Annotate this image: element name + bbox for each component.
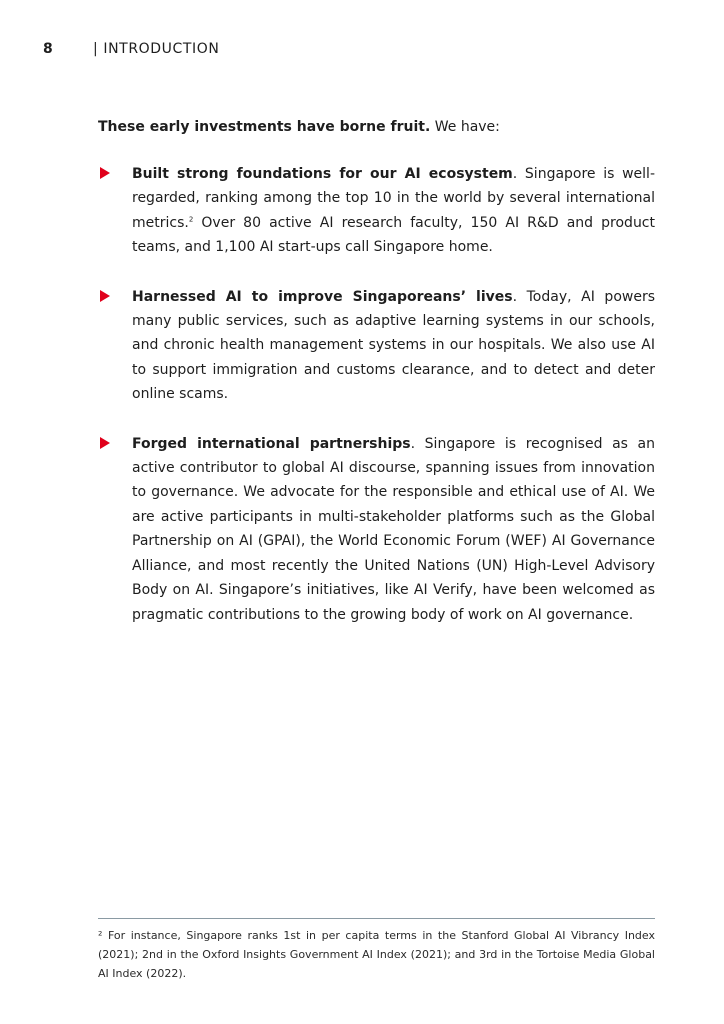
bullet-heading: Forged international partnerships	[132, 435, 411, 452]
section-title: | INTRODUCTION	[93, 41, 220, 57]
bullet-text	[132, 162, 655, 260]
bullet-body: . Today, AI powers many public services, such as adaptive learning systems in our schools, and chronic health management systems in our hospitals. We also use AI to support immigration and customs clearance, and to detect and deter online scams.	[132, 288, 656, 403]
bullet-text	[132, 285, 655, 407]
triangle-bullet-icon	[100, 290, 110, 302]
triangle-bullet-icon	[100, 167, 110, 179]
intro-paragraph	[98, 116, 655, 138]
bullet-body-continued: Over 80 active AI research faculty, 150 AI R&D and product teams, and 1,100 AI start-ups call Singapore home.	[132, 214, 655, 256]
triangle-bullet-icon	[100, 437, 110, 449]
bullet-text	[132, 432, 655, 627]
main-content	[98, 116, 655, 652]
footnote-text	[98, 926, 655, 983]
bullet-body: . Singapore is well-regarded, ranking among the top 10 in the world by several international metrics.	[132, 166, 655, 231]
bullet-body: . Singapore is recognised as an active contributor to global AI discourse, spanning issues from innovation to governance. We advocate for the responsible and ethical use of AI. We are active participants in multi-stakeholder platforms such as the Global Partnership on AI (GPAI), the World Economic Forum (WEF) AI Governance Alliance, and most recently the United Nations (UN) High-Level Advisory Body on AI. Singapore’s initiatives, like AI Verify, have been welcomed as pragmatic contributions to the growing body of work on AI governance.	[132, 435, 655, 623]
footnote-body: For instance, Singapore ranks 1st in per capita terms in the Stanford Global AI Vibrancy Index (2021); 2nd in the Oxford Insights Government AI Index (2021); and 3rd in the Tortoise Media Global AI Index (2022).	[98, 929, 655, 980]
footnote	[98, 918, 655, 983]
footnote-ref[interactable]: 2	[188, 215, 194, 224]
page-number: 8	[43, 41, 53, 57]
bullet-partnerships	[98, 432, 655, 627]
intro-bold: These early investments have borne fruit.	[98, 119, 431, 135]
bullet-heading: Built strong foundations for our AI ecosystem	[132, 166, 513, 182]
bullet-lives	[98, 285, 655, 407]
footnote-marker: ²	[98, 929, 103, 942]
page-header	[43, 41, 219, 57]
intro-text: We have:	[430, 119, 500, 135]
bullet-heading: Harnessed AI to improve Singaporeans’ lives	[132, 288, 513, 305]
bullet-ecosystem	[98, 162, 655, 260]
